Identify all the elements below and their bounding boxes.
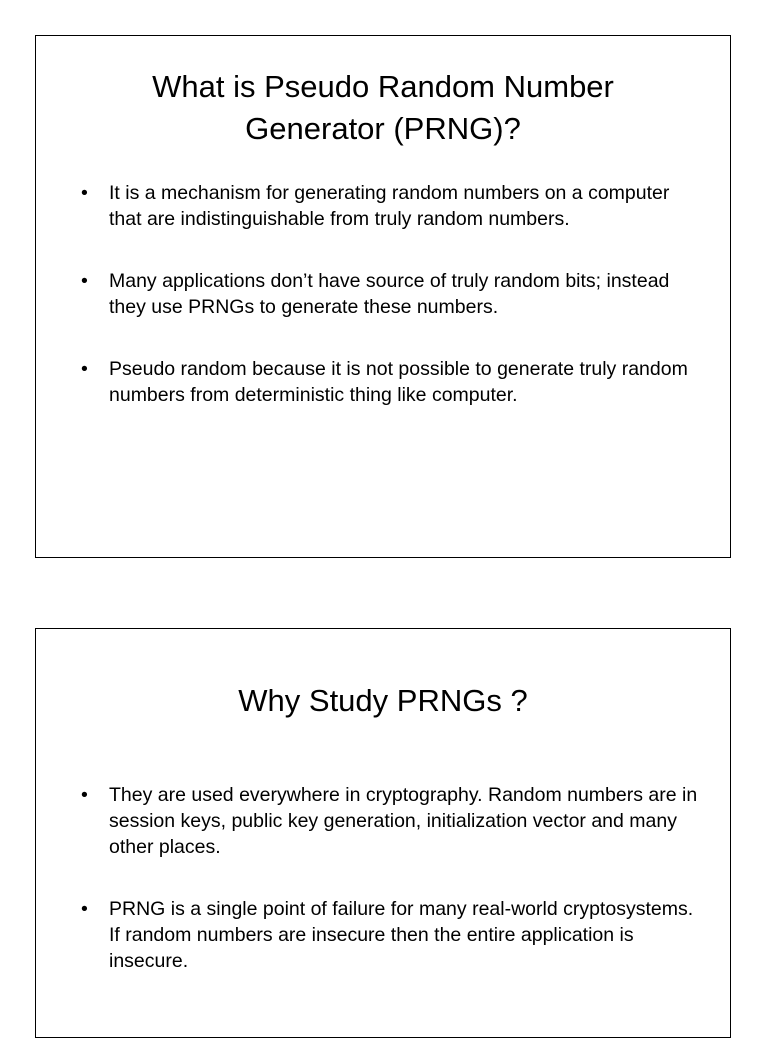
bullet-item bbox=[81, 180, 700, 232]
bullet-item bbox=[81, 896, 700, 974]
slide-why-study-prngs bbox=[35, 628, 731, 1038]
bullet-list bbox=[36, 782, 730, 974]
bullet-text: Many applications don’t have source of truly random bits; instead they use PRNGs to generate these numbers. bbox=[109, 270, 670, 318]
bullet-dot-icon: • bbox=[81, 784, 88, 806]
bullet-text: They are used everywhere in cryptography. Random numbers are in session keys, public key generation, initialization vector and many other places. bbox=[109, 784, 698, 858]
bullet-dot-icon: • bbox=[81, 898, 88, 920]
slide-title: What is Pseudo Random Number Generator (PRNG)? bbox=[152, 69, 614, 146]
bullet-text: PRNG is a single point of failure for many real-world cryptosystems. If random numbers are insecure then the entire application is insecure. bbox=[109, 898, 694, 972]
bullet-dot-icon: • bbox=[81, 182, 88, 204]
bullet-dot-icon: • bbox=[81, 358, 88, 380]
slide-prng-definition bbox=[35, 35, 731, 558]
bullet-text: Pseudo random because it is not possible to generate truly random numbers from deterministic thing like computer. bbox=[109, 358, 688, 406]
slide-title: Why Study PRNGs ? bbox=[238, 683, 528, 718]
bullet-item bbox=[81, 782, 700, 860]
bullet-text: It is a mechanism for generating random numbers on a computer that are indistinguishable from truly random numbers. bbox=[109, 182, 670, 230]
bullet-item bbox=[81, 356, 700, 408]
bullet-dot-icon: • bbox=[81, 270, 88, 292]
bullet-item bbox=[81, 268, 700, 320]
bullet-list bbox=[36, 180, 730, 408]
